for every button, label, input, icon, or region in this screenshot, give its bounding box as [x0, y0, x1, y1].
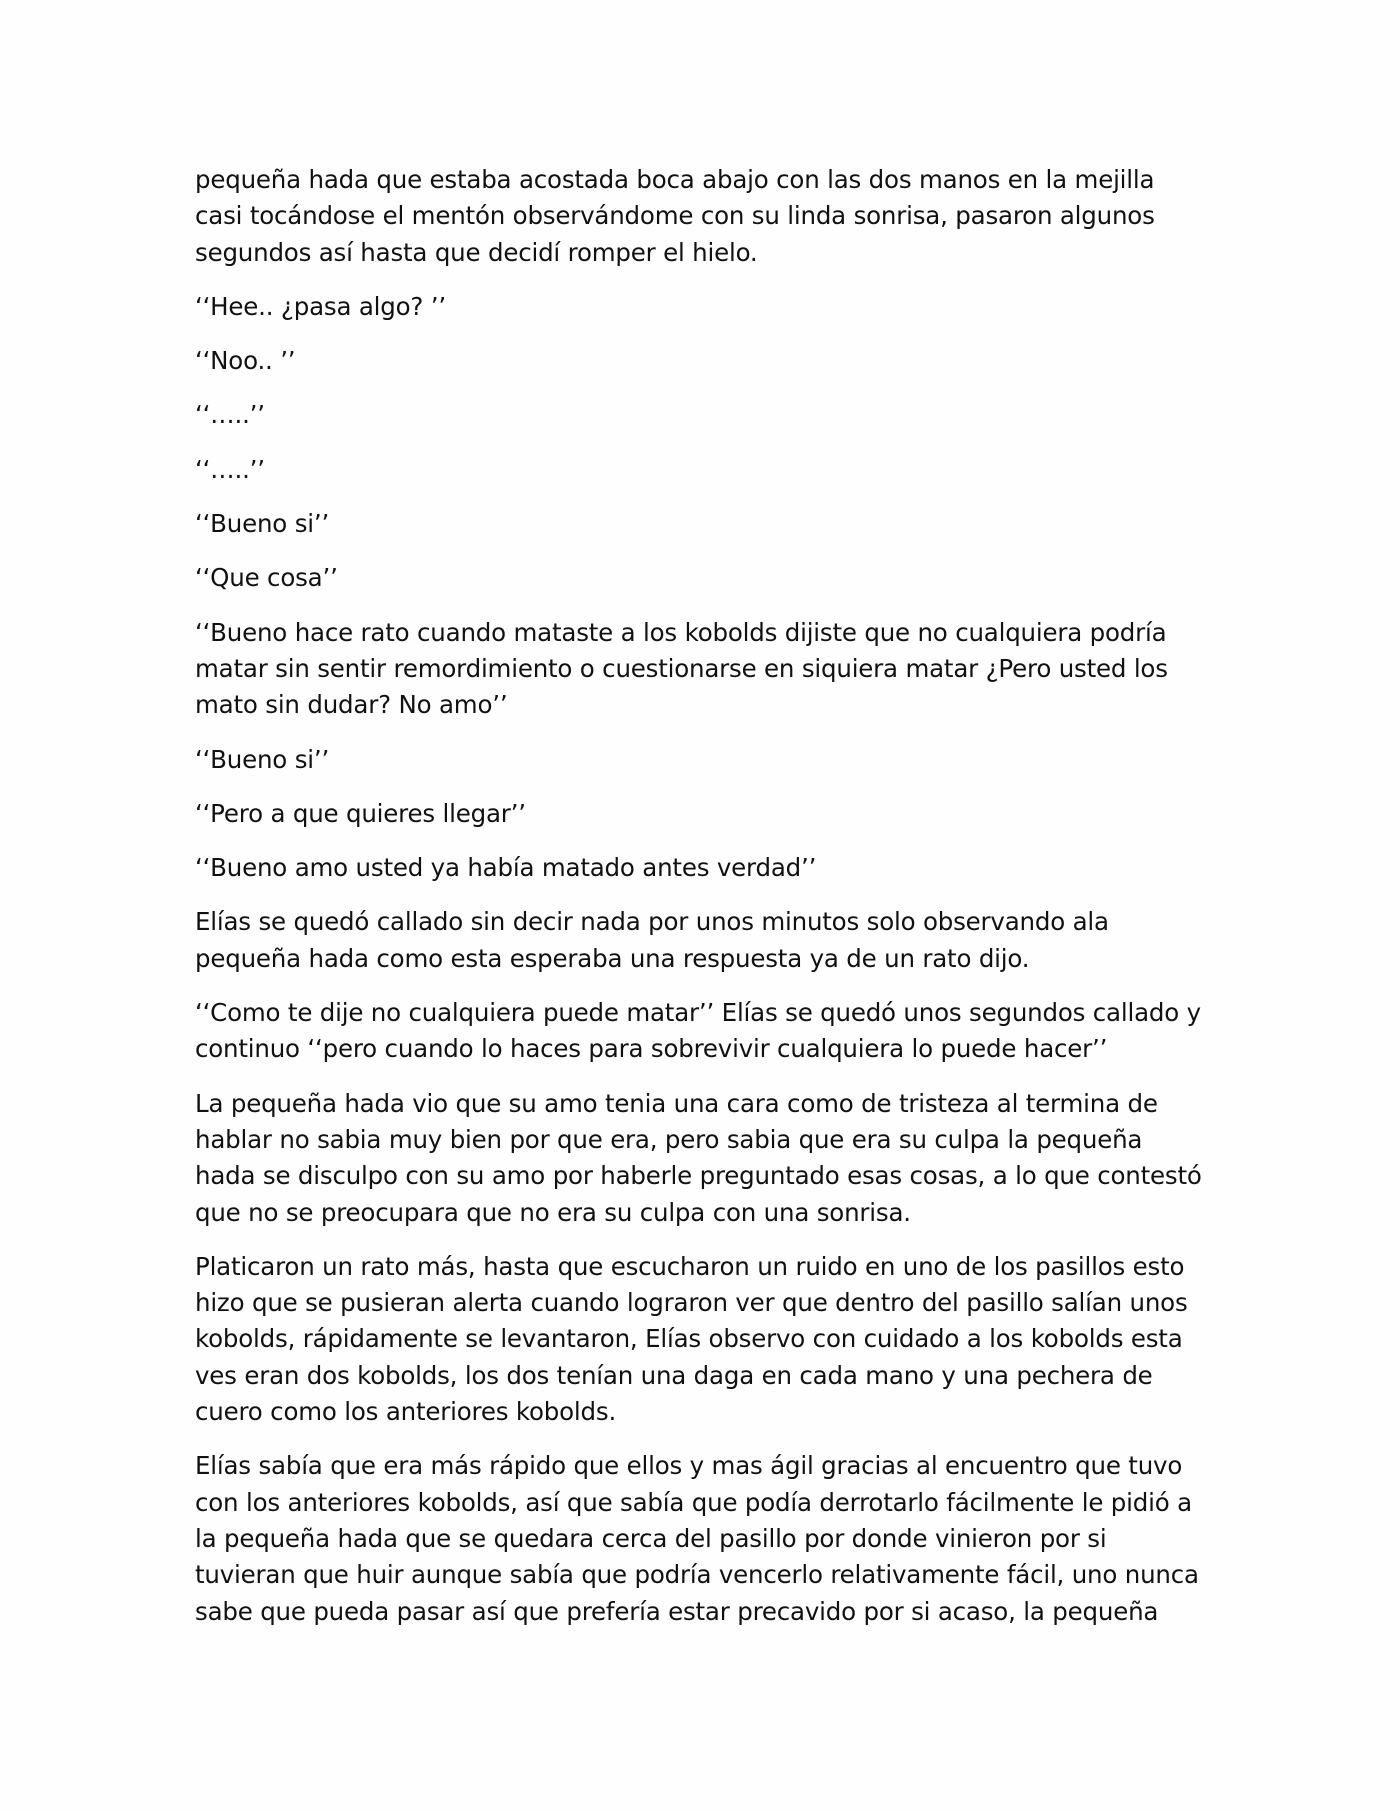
paragraph: Platicaron un rato más, hasta que escucharon un ruido en uno de los pasillos esto hizo que se pusieran alerta cuando lograron ver que dentro del pasillo salían unos kobolds, rápidamente se levantaron, Elías observo con cuidado a los kobolds esta ves eran dos kobolds, los dos tenían una daga en cada mano y una pechera de cuero como los anteriores kobolds. [195, 1251, 1188, 1427]
paragraph: pequeña hada que estaba acostada boca abajo con las dos manos en la mejilla casi tocándose el mentón observándome con su linda sonrisa, pasaron algunos segundos así hasta que decidí romper el hielo. [195, 165, 1155, 267]
paragraph: ‘‘…..’’ [195, 400, 265, 430]
paragraph: Elías se quedó callado sin decir nada por unos minutos solo observando ala pequeña hada como esta esperaba una respuesta ya de un rato dijo. [195, 907, 1109, 973]
paragraph: ‘‘Que cosa’’ [195, 563, 338, 593]
paragraph: ‘‘Bueno si’’ [195, 509, 330, 539]
paragraph: ‘‘Bueno hace rato cuando mataste a los kobolds dijiste que no cualquiera podría matar sin sentir remordimiento o cuestionarse en siquiera matar ¿Pero usted los mato sin dudar? No amo’’ [195, 617, 1168, 720]
paragraph: ‘‘Bueno si’’ [195, 744, 330, 774]
body-text [195, 162, 1205, 1648]
paragraph: ‘‘Pero a que quieres llegar’’ [195, 798, 526, 828]
paragraph: Elías sabía que era más rápido que ellos y mas ágil gracias al encuentro que tuvo con los anteriores kobolds, así que sabía que podía derrotarlo fácilmente le pidió a la pequeña hada que se quedara cerca del pasillo por donde vinieron por si tuvieran que huir aunque sabía que podría vencerlo relativamente fácil, uno nunca sabe que pueda pasar así que prefería estar precavido por si acaso, la pequeña [195, 1451, 1199, 1626]
paragraph: ‘‘Bueno amo usted ya había matado antes verdad’’ [195, 853, 817, 883]
paragraph: ‘‘Noo.. ’’ [195, 346, 296, 376]
paragraph: ‘‘Hee.. ¿pasa algo? ’’ [195, 291, 446, 321]
paragraph: ‘‘…..’’ [195, 454, 265, 484]
paragraph: La pequeña hada vio que su amo tenia una cara como de tristeza al termina de hablar no sabia muy bien por que era, pero sabia que era su culpa la pequeña hada se disculpo con su amo por haberle preguntado esas cosas, a lo que contestó que no se preocupara que no era su culpa con una sonrisa. [195, 1088, 1202, 1227]
paragraph: ‘‘Como te dije no cualquiera puede matar’’ Elías se quedó unos segundos callado y continuo ‘‘pero cuando lo haces para sobrevivir cualquiera lo puede hacer’’ [195, 998, 1201, 1064]
